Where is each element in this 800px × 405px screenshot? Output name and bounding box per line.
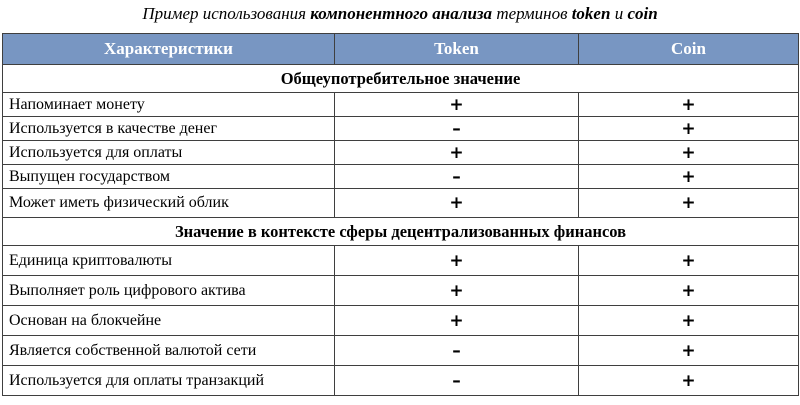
coin-mark: + xyxy=(579,366,799,396)
feature-cell: Напоминает монету xyxy=(3,93,335,117)
coin-mark: + xyxy=(579,336,799,366)
coin-mark: + xyxy=(579,306,799,336)
table-row xyxy=(3,306,799,336)
feature-cell: Единица криптовалюты xyxy=(3,246,335,276)
section-title: Значение в контексте сферы децентрализованных финансов xyxy=(3,218,799,246)
table-row xyxy=(3,276,799,306)
table-row xyxy=(3,189,799,218)
comparison-table xyxy=(2,33,799,396)
coin-mark: + xyxy=(579,117,799,141)
coin-mark: + xyxy=(579,189,799,218)
caption-middle: терминов xyxy=(492,4,572,23)
feature-cell: Используется для оплаты xyxy=(3,141,335,165)
table-row xyxy=(3,141,799,165)
header-token: Token xyxy=(335,34,579,65)
caption-term-token: token xyxy=(571,4,611,23)
coin-mark: + xyxy=(579,165,799,189)
table-row xyxy=(3,93,799,117)
feature-cell: Используется в качестве денег xyxy=(3,117,335,141)
feature-cell: Основан на блокчейне xyxy=(3,306,335,336)
caption-and: и xyxy=(610,4,628,23)
caption-bold-phrase: компонентного анализа xyxy=(310,4,493,23)
section-row xyxy=(3,65,799,93)
token-mark: – xyxy=(335,366,579,396)
coin-mark: + xyxy=(579,246,799,276)
token-mark: + xyxy=(335,141,579,165)
coin-mark: + xyxy=(579,141,799,165)
table-caption xyxy=(0,0,800,27)
table-header-row xyxy=(3,34,799,65)
table-row xyxy=(3,336,799,366)
section-row xyxy=(3,218,799,246)
token-mark: – xyxy=(335,165,579,189)
feature-cell: Может иметь физический облик xyxy=(3,189,335,218)
table-row xyxy=(3,165,799,189)
feature-cell: Выпущен государством xyxy=(3,165,335,189)
token-mark: – xyxy=(335,336,579,366)
caption-prefix: Пример использования xyxy=(142,4,311,23)
feature-cell: Выполняет роль цифрового актива xyxy=(3,276,335,306)
token-mark: + xyxy=(335,93,579,117)
feature-cell: Является собственной валютой сети xyxy=(3,336,335,366)
table-row xyxy=(3,117,799,141)
token-mark: + xyxy=(335,276,579,306)
caption-term-coin: coin xyxy=(627,4,658,23)
token-mark: + xyxy=(335,306,579,336)
coin-mark: + xyxy=(579,276,799,306)
section-title: Общеупотребительное значение xyxy=(3,65,799,93)
header-coin: Coin xyxy=(579,34,799,65)
token-mark: – xyxy=(335,117,579,141)
header-characteristics: Характеристики xyxy=(3,34,335,65)
token-mark: + xyxy=(335,189,579,218)
table-row xyxy=(3,246,799,276)
coin-mark: + xyxy=(579,93,799,117)
token-mark: + xyxy=(335,246,579,276)
feature-cell: Используется для оплаты транзакций xyxy=(3,366,335,396)
table-row xyxy=(3,366,799,396)
